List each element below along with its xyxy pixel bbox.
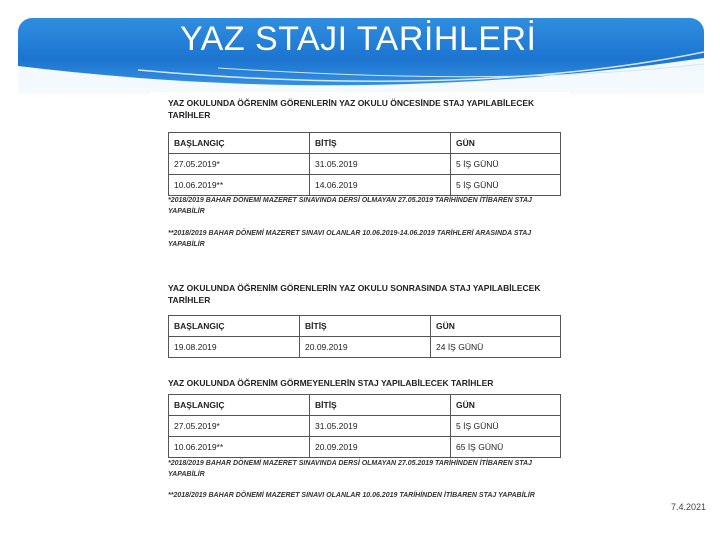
table-row xyxy=(169,437,561,458)
table-header-row xyxy=(169,133,561,154)
table-cell: 27.05.2019* xyxy=(169,416,310,437)
table-row xyxy=(169,154,561,175)
table-cell: 14.06.2019 xyxy=(310,175,451,196)
table-cell: 65 İŞ GÜNÜ xyxy=(451,437,561,458)
column-header: BİTİŞ xyxy=(300,316,431,337)
column-header: BİTİŞ xyxy=(310,133,451,154)
table-cell: 24 İŞ GÜNÜ xyxy=(431,337,561,358)
table-cell: 20.09.2019 xyxy=(300,337,431,358)
table-row xyxy=(169,416,561,437)
table-cell: 20.09.2019 xyxy=(310,437,451,458)
column-header: BAŞLANGIÇ xyxy=(169,133,310,154)
table-header-row xyxy=(169,395,561,416)
section-1-note-2: **2018/2019 BAHAR DÖNEMİ MAZERET SINAVI OLANLAR 10.06.2019-14.06.2019 TARİHLERİ ARASINDA STAJ YAPABİLİR xyxy=(168,230,532,248)
section-3-table xyxy=(168,394,561,458)
table-cell: 5 İŞ GÜNÜ xyxy=(451,154,561,175)
table-cell: 5 İŞ GÜNÜ xyxy=(451,175,561,196)
table-cell: 27.05.2019* xyxy=(169,154,310,175)
table-cell: 31.05.2019 xyxy=(310,154,451,175)
column-header: BİTİŞ xyxy=(310,395,451,416)
page-title: YAZ STAJI TARİHLERİ xyxy=(180,20,537,58)
table-row xyxy=(169,337,561,358)
column-header: BAŞLANGIÇ xyxy=(169,316,300,337)
table-header-row xyxy=(169,316,561,337)
table-cell: 31.05.2019 xyxy=(310,416,451,437)
section-1-note-1: *2018/2019 BAHAR DÖNEMİ MAZERET SINAVINDA DERSİ OLMAYAN 27.05.2019 TARİHİNDEN İTİBAREN STAJ YAPABİLİR xyxy=(168,197,532,215)
column-header: GÜN xyxy=(431,316,561,337)
section-1-table xyxy=(168,132,561,196)
section-2-heading: YAZ OKULUNDA ÖĞRENİM GÖRENLERİN YAZ OKULU SONRASINDA STAJ YAPILABİLECEK TARİHLER xyxy=(168,283,541,305)
table-cell: 5 İŞ GÜNÜ xyxy=(451,416,561,437)
section-2-table xyxy=(168,315,561,358)
section-1-heading: YAZ OKULUNDA ÖĞRENİM GÖRENLERİN YAZ OKULU ÖNCESİNDE STAJ YAPILABİLECEK TARİHLER xyxy=(168,98,535,120)
slide-date: 7.4.2021 xyxy=(670,502,706,512)
table-cell: 10.06.2019** xyxy=(169,437,310,458)
column-header: GÜN xyxy=(451,395,561,416)
column-header: GÜN xyxy=(451,133,561,154)
table-cell: 19.08.2019 xyxy=(169,337,300,358)
section-3-heading: YAZ OKULUNDA ÖĞRENİM GÖRMEYENLERİN STAJ YAPILABİLECEK TARİHLER xyxy=(168,378,494,388)
table-cell: 10.06.2019** xyxy=(169,175,310,196)
section-3-note-1: *2018/2019 BAHAR DÖNEMİ MAZERET SINAVINDA DERSİ OLMAYAN 27.05.2019 TARİHİNDEN İTİBAREN STAJ YAPABİLİR xyxy=(168,460,532,478)
table-row xyxy=(169,175,561,196)
section-3-note-2: **2018/2019 BAHAR DÖNEMİ MAZERET SINAVI OLANLAR 10.06.2019 TARİHİNDEN İTİBAREN STAJ YAPABİLİR xyxy=(168,492,535,499)
column-header: BAŞLANGIÇ xyxy=(169,395,310,416)
